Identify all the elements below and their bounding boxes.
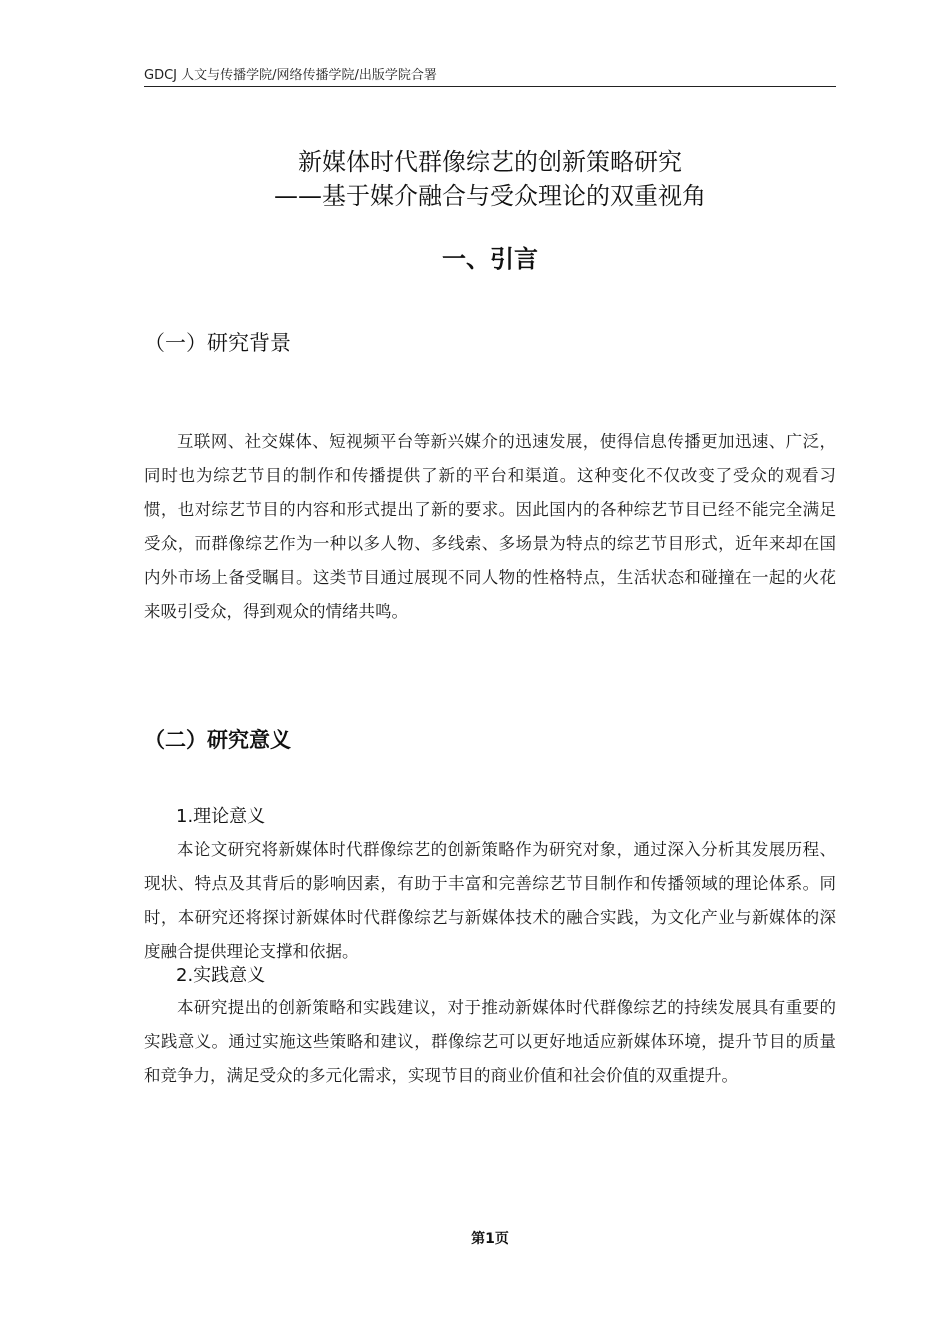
chapter-heading: 一、引言 [442,245,538,273]
subheading-theoretical: 1.理论意义 [176,806,266,827]
theoretical-paragraph: 本论文研究将新媒体时代群像综艺的创新策略作为研究对象，通过深入分析其发展历程、现状、特点及其背后的影响因素，有助于丰富和完善综艺节目制作和传播领域的理论体系。同时，本研究还将探讨新媒体时代群像综艺与新媒体技术的融合实践，为文化产业与新媒体的深度融合提供理论支撑和依据。 [144,840,836,961]
background-paragraph: 互联网、社交媒体、短视频平台等新兴媒介的迅速发展，使得信息传播更加迅速、广泛，同时也为综艺节目的制作和传播提供了新的平台和渠道。这种变化不仅改变了受众的观看习惯，也对综艺节目的内容和形式提出了新的要求。因此国内的各种综艺节目已经不能完全满足受众，而群像综艺作为一种以多人物、多线索、多场景为特点的综艺节目形式，近年来却在国内外市场上备受瞩目。这类节目通过展现不同人物的性格特点，生活状态和碰撞在一起的火花来吸引受众，得到观众的情绪共鸣。 [144,432,836,621]
practical-paragraph: 本研究提出的创新策略和实践建议，对于推动新媒体时代群像综艺的持续发展具有重要的实践意义。通过实施这些策略和建议，群像综艺可以更好地适应新媒体环境，提升节目的质量和竞争力，满足受众的多元化需求，实现节目的商业价值和社会价值的双重提升。 [144,998,836,1085]
subheading-practical: 2.实践意义 [176,965,266,986]
section-heading-background: （一）研究背景 [144,331,291,355]
paper-title: 新媒体时代群像综艺的创新策略研究 [298,148,682,176]
page-number: 第1页 [471,1231,509,1247]
header-rule [144,86,836,87]
paper-subtitle: ——基于媒介融合与受众理论的双重视角 [274,182,706,210]
running-header: GDCJ 人文与传播学院/网络传播学院/出版学院合署 [144,68,437,83]
section-heading-significance: （二）研究意义 [144,728,291,752]
